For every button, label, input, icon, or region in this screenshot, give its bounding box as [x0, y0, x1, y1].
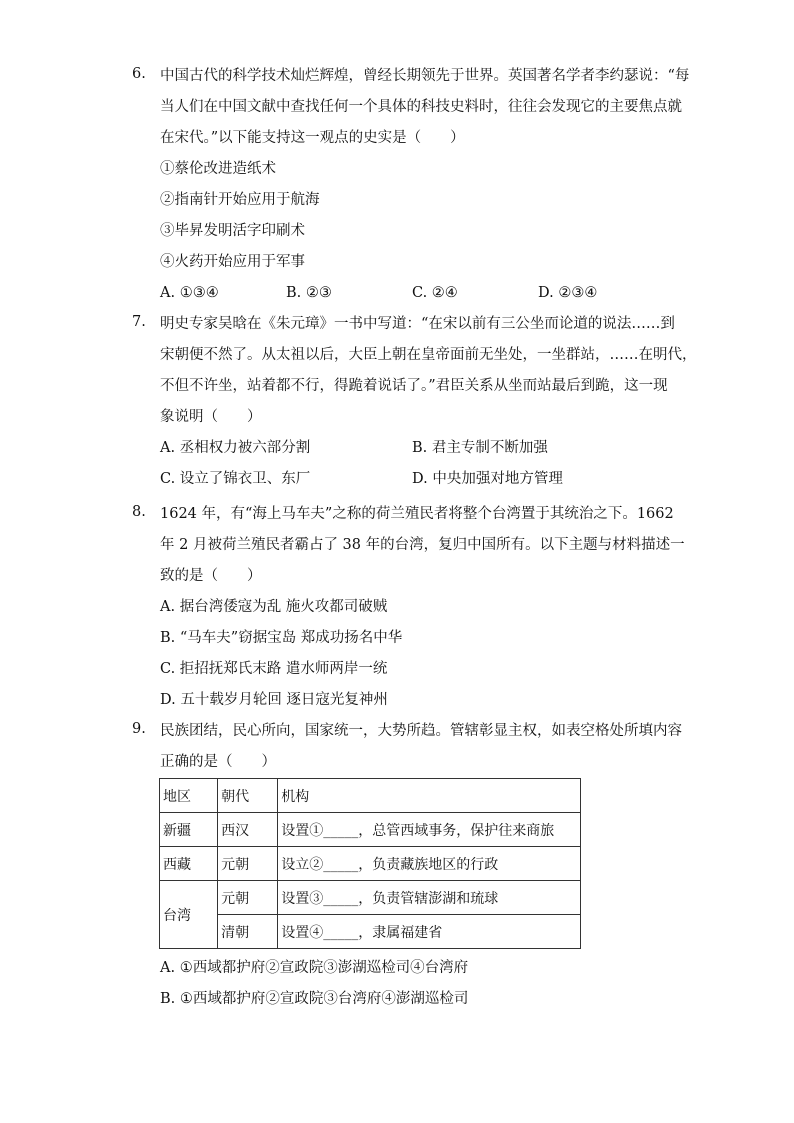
option-d[interactable]: D. 五十载岁月轮回 逐日寇光复神州 — [160, 692, 388, 708]
table-row — [160, 881, 581, 915]
option-b[interactable]: B. 君主专制不断加强 — [412, 440, 548, 456]
question-text: 民族团结，民心所向，国家统一，大势所趋。管辖彰显主权，如表空格处所填内容 — [160, 723, 682, 739]
option-b[interactable]: B. ②③ — [286, 285, 332, 301]
table-cell: 元朝 — [218, 881, 278, 915]
question-text: 年 2 月被荷兰殖民者霸占了 38 年的台湾，复归中国所有。以下主题与材料描述一 — [160, 537, 685, 553]
question-number: 8. — [132, 504, 146, 520]
table-cell: 设置①_____，总管西域事务，保护往来商旅 — [278, 813, 581, 847]
statement-item: ③毕昇发明活字印刷术 — [160, 223, 305, 239]
option-a[interactable]: A. 丞相权力被六部分割 — [160, 440, 311, 456]
question-number: 7. — [132, 314, 146, 330]
question-text: 中国古代的科学技术灿烂辉煌，曾经长期领先于世界。英国著名学者李约瑟说：“每 — [160, 68, 690, 84]
table-header-cell: 机构 — [278, 779, 581, 813]
option-d[interactable]: D. 中央加强对地方管理 — [412, 471, 563, 487]
statement-item: ②指南针开始应用于航海 — [160, 192, 320, 208]
table-cell: 设置③_____，负责管辖澎湖和琉球 — [278, 881, 581, 915]
option-c[interactable]: C. 拒招抚郑氏末路 遣水师两岸一统 — [160, 661, 388, 677]
table-row — [160, 915, 581, 949]
table-cell: 西藏 — [160, 847, 218, 881]
table-header-cell: 朝代 — [218, 779, 278, 813]
option-d[interactable]: D. ②③④ — [538, 285, 598, 301]
option-b[interactable]: B. ①西域都护府②宣政院③台湾府④澎湖巡检司 — [160, 991, 469, 1007]
question-text: 象说明（ ） — [160, 409, 262, 425]
question-text: 正确的是（ ） — [160, 754, 276, 770]
option-a[interactable]: A. 据台湾倭寇为乱 施火攻都司破贼 — [160, 599, 388, 615]
question-text: 宋朝便不然了。从太祖以后，大臣上朝在皇帝面前无坐处，一坐群站，……在明代， — [160, 347, 697, 363]
question-text: 不但不许坐，站着都不行，得跪着说话了。”君臣关系从坐而站最后到跪，这一现 — [160, 378, 668, 394]
option-c[interactable]: C. 设立了锦衣卫、东厂 — [160, 471, 311, 487]
table-header-cell: 地区 — [160, 779, 218, 813]
table-row — [160, 813, 581, 847]
table-cell: 设置④_____，隶属福建省 — [278, 915, 581, 949]
question-text: 1624 年，有“海上马车夫”之称的荷兰殖民者将整个台湾置于其统治之下。1662 — [160, 506, 674, 522]
question-text: 在宋代。”以下能支持这一观点的史实是（ ） — [160, 130, 465, 146]
option-a[interactable]: A. ①西域都护府②宣政院③澎湖巡检司④台湾府 — [160, 960, 469, 976]
question-text: 当人们在中国文献中查找任何一个具体的科技史料时，往往会发现它的主要焦点就 — [160, 99, 682, 115]
question-text: 明史专家吴晗在《朱元璋》一书中写道：“在宋以前有三公坐而论道的说法……到 — [160, 316, 675, 332]
question-number: 6. — [132, 66, 146, 82]
table-cell: 元朝 — [218, 847, 278, 881]
question-number: 9. — [132, 721, 146, 737]
table-cell: 设立②_____，负责藏族地区的行政 — [278, 847, 581, 881]
option-a[interactable]: A. ①③④ — [160, 285, 219, 301]
statement-item: ④火药开始应用于军事 — [160, 254, 305, 270]
question-text: 致的是（ ） — [160, 568, 262, 584]
table-header-row — [160, 779, 581, 813]
info-table — [159, 778, 581, 949]
option-b[interactable]: B. “马车夫”窃据宝岛 郑成功扬名中华 — [160, 630, 403, 646]
table-cell: 台湾 — [160, 881, 218, 949]
option-c[interactable]: C. ②④ — [412, 285, 458, 301]
table-cell: 新疆 — [160, 813, 218, 847]
table-cell: 清朝 — [218, 915, 278, 949]
statement-item: ①蔡伦改进造纸术 — [160, 161, 276, 177]
table-row — [160, 847, 581, 881]
table-cell: 西汉 — [218, 813, 278, 847]
